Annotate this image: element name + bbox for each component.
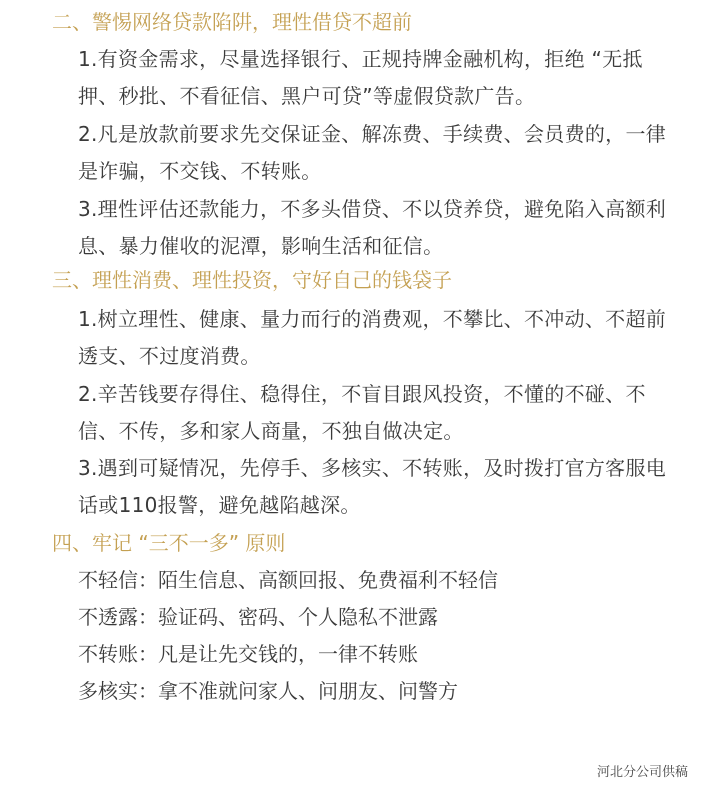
section-heading-4: 四、牢记 “三不一多” 原则 bbox=[52, 531, 286, 555]
rule-item: 不透露：验证码、密码、个人隐私不泄露 bbox=[78, 605, 438, 629]
rule-item: 不轻信：陌生信息、高额回报、免费福利不轻信 bbox=[78, 568, 498, 592]
rule-item: 不转账：凡是让先交钱的，一律不转账 bbox=[78, 642, 418, 666]
list-item: 3.理性评估还款能力，不多头借贷、不以贷养贷，避免陷入高额利息、暴力催收的泥潭，影响生活和征信。 bbox=[78, 197, 667, 258]
source-credit: 河北分公司供稿 bbox=[596, 765, 688, 780]
rule-item: 多核实：拿不准就问家人、问朋友、问警方 bbox=[78, 679, 458, 703]
list-item: 3.遇到可疑情况，先停手、多核实、不转账，及时拨打官方客服电话或110报警，避免越陷越深。 bbox=[78, 456, 667, 517]
list-item: 1.树立理性、健康、量力而行的消费观，不攀比、不冲动、不超前透支、不过度消费。 bbox=[78, 307, 667, 368]
list-item: 1.有资金需求，尽量选择银行、正规持牌金融机构，拒绝 “无抵押、秒批、不看征信、黑户可贷”等虚假贷款广告。 bbox=[78, 47, 643, 108]
section-heading-3: 三、理性消费、理性投资，守好自己的钱袋子 bbox=[52, 268, 452, 292]
section-heading-2: 二、警惕网络贷款陷阱，理性借贷不超前 bbox=[52, 10, 412, 34]
list-item: 2.辛苦钱要存得住、稳得住，不盲目跟风投资，不懂的不碰、不信、不传，多和家人商量，不独自做决定。 bbox=[78, 382, 646, 443]
list-item: 2.凡是放款前要求先交保证金、解冻费、手续费、会员费的，一律是诈骗，不交钱、不转账。 bbox=[78, 122, 667, 183]
